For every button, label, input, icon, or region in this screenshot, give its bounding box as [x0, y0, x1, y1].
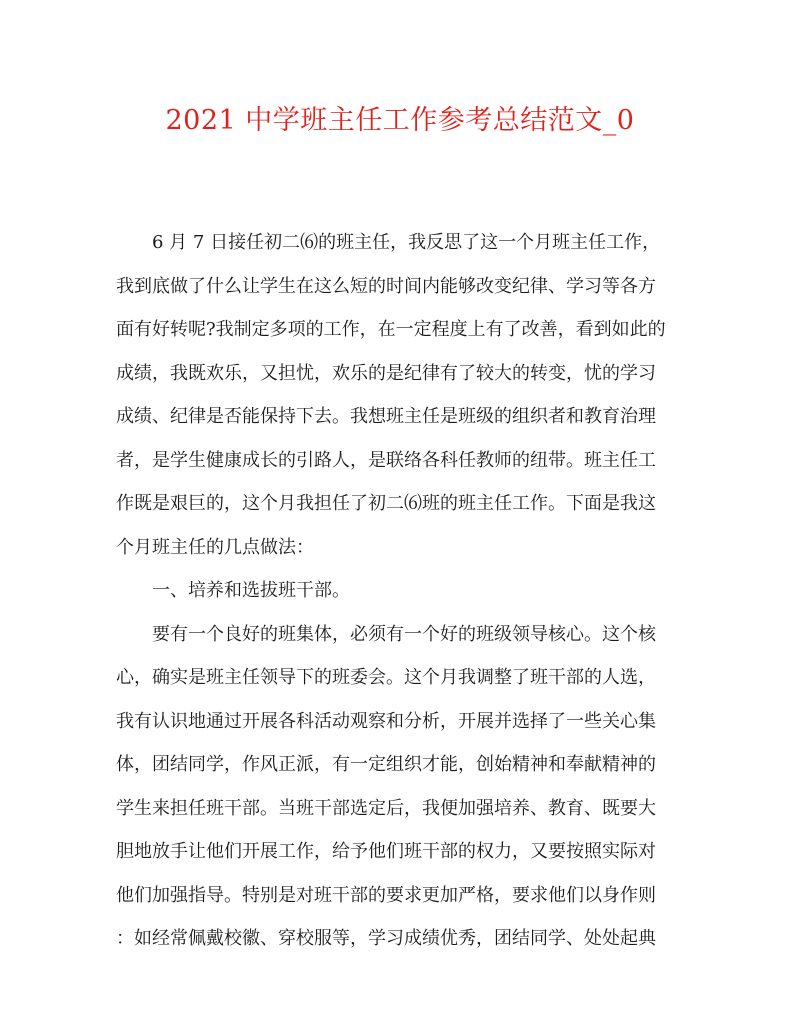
paragraph-line: 6 月 7 日接任初二⑹的班主任，我反思了这一个月班主任工作，: [152, 232, 661, 253]
document-body: [116, 221, 684, 961]
paragraph-line: 作既是艰巨的，这个月我担任了初二⑹班的班主任工作。下面是我这: [116, 493, 656, 514]
paragraph-line: 个月班主任的几点做法：: [116, 536, 314, 558]
paragraph-line: 成绩，我既欢乐，又担忧，欢乐的是纪律有了较大的转变，忧的学习: [116, 362, 656, 384]
paragraph-line: 心，确实是班主任领导下的班委会。这个月我调整了班干部的人选，: [116, 667, 656, 688]
paragraph-line: 学生来担任班干部。当班干部选定后，我便加强培养、教育、既要大: [116, 797, 656, 819]
paragraph-line: 他们加强指导。特别是对班干部的要求更加严格，要求他们以身作则: [116, 884, 656, 906]
paragraph-line: 成绩、纪律是否能保持下去。我想班主任是班级的组织者和教育治理: [116, 406, 656, 427]
paragraph-line: ：如经常佩戴校徽、穿校服等，学习成绩优秀，团结同学、处处起典: [116, 928, 656, 949]
paragraph-line: 我有认识地通过开展各科活动观察和分析，开展并选择了一些关心集: [116, 710, 656, 732]
section-heading: 一、培养和选拔班干部。: [152, 580, 350, 601]
paragraph-line: 面有好转呢?我制定多项的工作，在一定程度上有了改善，看到如此的: [116, 319, 666, 340]
paragraph-line: 要有一个良好的班集体，必须有一个好的班级领导核心。这个核: [152, 623, 656, 645]
paragraph-line: 者，是学生健康成长的引路人，是联络各科任教师的纽带。班主任工: [116, 449, 656, 471]
document-title: 2021 中学班主任工作参考总结范文_0: [165, 105, 635, 136]
paragraph-line: 我到底做了什么让学生在这么短的时间内能够改变纪律、学习等各方: [116, 275, 656, 297]
paragraph-line: 体，团结同学，作风正派，有一定组织才能，创始精神和奉献精神的: [116, 754, 656, 775]
paragraph-line: 胆地放手让他们开展工作，给予他们班干部的权力，又要按照实际对: [116, 841, 656, 862]
